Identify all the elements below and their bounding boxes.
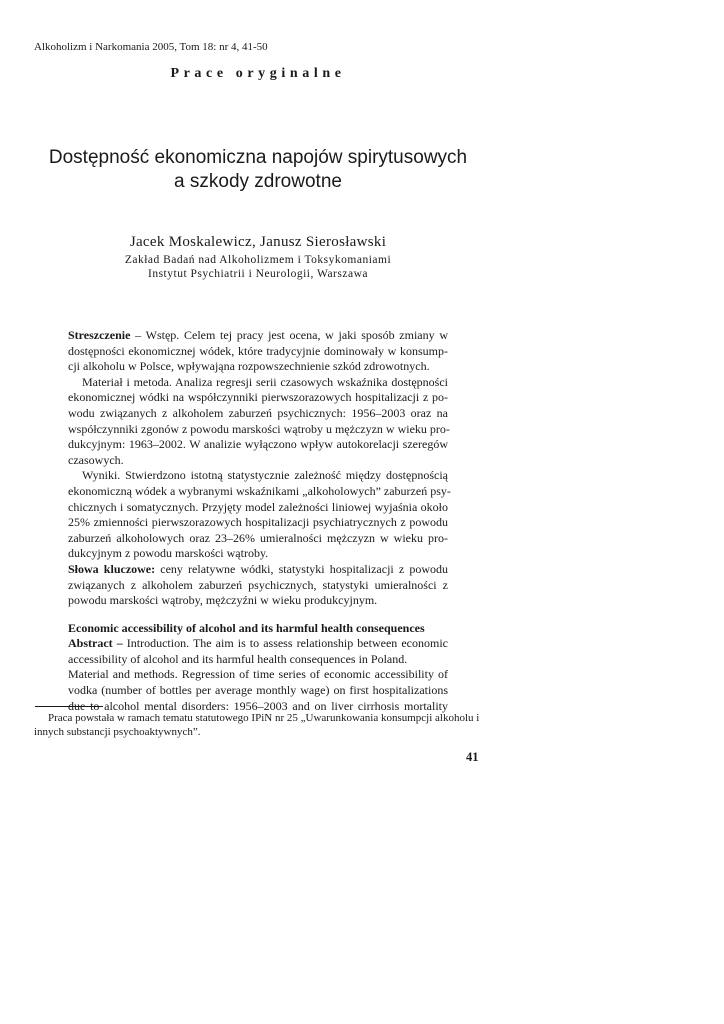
affiliation-line: Zakład Badań nad Alkoholizmem i Toksykomaniami: [124, 254, 392, 266]
authors: Jacek Moskalewicz, Janusz Sierosławski: [129, 234, 387, 250]
affiliation-line: Instytut Psychiatrii i Neurologii, Warszawa: [148, 268, 368, 280]
abstract-line: ekonomiczną wódek a wybranymi wskaźnikami „alkoholowych” zaburzeń psy-: [68, 483, 451, 498]
abstract-body: [68, 328, 451, 714]
section-heading: Prace oryginalne: [170, 66, 346, 81]
streszczenie-label: Streszczenie: [68, 328, 131, 342]
affiliation: [0, 253, 516, 281]
english-abstract-line: Material and methods. Regression of time series of economic accessibility of: [68, 667, 448, 682]
abstract-line: cji alkoholu w Polsce, wpływająna rozpowszechnienie szkód zdrowotnych.: [68, 359, 430, 374]
page-number: 41: [466, 750, 479, 764]
english-abstract-line: Abstract – Introduction. The aim is to assess relationship between economic: [68, 636, 448, 651]
keywords-label: Słowa kluczowe:: [68, 561, 156, 576]
english-title: Economic accessibility of alcohol and its harmful health consequences: [68, 620, 425, 635]
abstract-line: chicznych i somatycznych. Przyjęty model zależności liniowej wyjaśnia około: [68, 499, 448, 514]
abstract-label: Abstract –: [68, 636, 123, 651]
footnote-line: innych substancji psychoaktywnych”.: [34, 725, 201, 738]
footnote-divider: [35, 706, 103, 707]
footnote-line: Praca powstała w ramach tematu statutowego IPiN nr 25 „Uwarunkowania konsumpcji alkoholu i: [48, 712, 480, 724]
abstract-line: 25% zmienności pierwszorazowych hospitalizacji psychiatrycznych z powodu: [68, 515, 448, 530]
keywords-line: Słowa kluczowe: ceny relatywne wódki, statystyki hospitalizacji z powodu: [68, 561, 449, 576]
abstract-line: dukcyjnym: 1963–2002. W analizie wyłączono wpływ autokorelacji szeregów: [68, 437, 448, 452]
abstract-line: dostępności ekonomicznej wódek, które tradycyjnie dominowały w konsump-: [68, 343, 448, 358]
abstract-line: współczynniki zgonów z powodu marskości wątroby u mężczyzn w wieku pro-: [68, 421, 450, 436]
title-line: a szkody zdrowotne: [174, 171, 342, 192]
footnote: [34, 712, 486, 739]
abstract-line: czasowych.: [68, 452, 124, 467]
abstract-line: dukcyjnym z powodu marskości wątroby.: [68, 546, 269, 561]
article-title: [0, 146, 516, 194]
journal-citation: Alkoholizm i Narkomania 2005, Tom 18: nr 4, 41-50: [34, 41, 268, 53]
abstract-line: Materiał i metoda. Analiza regresji serii czasowych wskaźnika dostępności: [82, 374, 448, 389]
abstract-line: zaburzeń alkoholowych oraz 23–26% umieralności mężczyzn w wieku pro-: [68, 530, 448, 545]
abstract-line: Wyniki. Stwierdzono istotną statystycznie zależność między dostępnością: [82, 468, 448, 483]
abstract-line: Streszczenie – Wstęp. Celem tej pracy jest ocena, w jaki sposób zmiany w: [68, 328, 448, 342]
abstract-line: wodu związanych z alkoholem zaburzeń psychicznych: 1956–2003 oraz na: [68, 405, 448, 420]
title-line: Dostępność ekonomiczna napojów spirytusowych: [48, 147, 468, 168]
english-abstract-line: due to alcohol mental disorders: 1956–2003 and on liver cirrhosis mortality: [68, 698, 448, 713]
keywords-line: powodu marskości wątroby, mężczyźni w wieku produkcyjnym.: [68, 593, 378, 608]
keywords-line: związanych z alkoholem zaburzeń psychicznych, statystyki umieralności z: [68, 577, 448, 592]
english-abstract-line: accessibility of alcohol and its harmful health consequences in Poland.: [68, 651, 408, 666]
english-abstract-line: vodka (number of bottles per average monthly wage) on first hospitalizations: [68, 683, 448, 698]
abstract-line: ekonomicznej wódki na współczynniki pierwszorazowych hospitalizacji z po-: [68, 390, 448, 405]
